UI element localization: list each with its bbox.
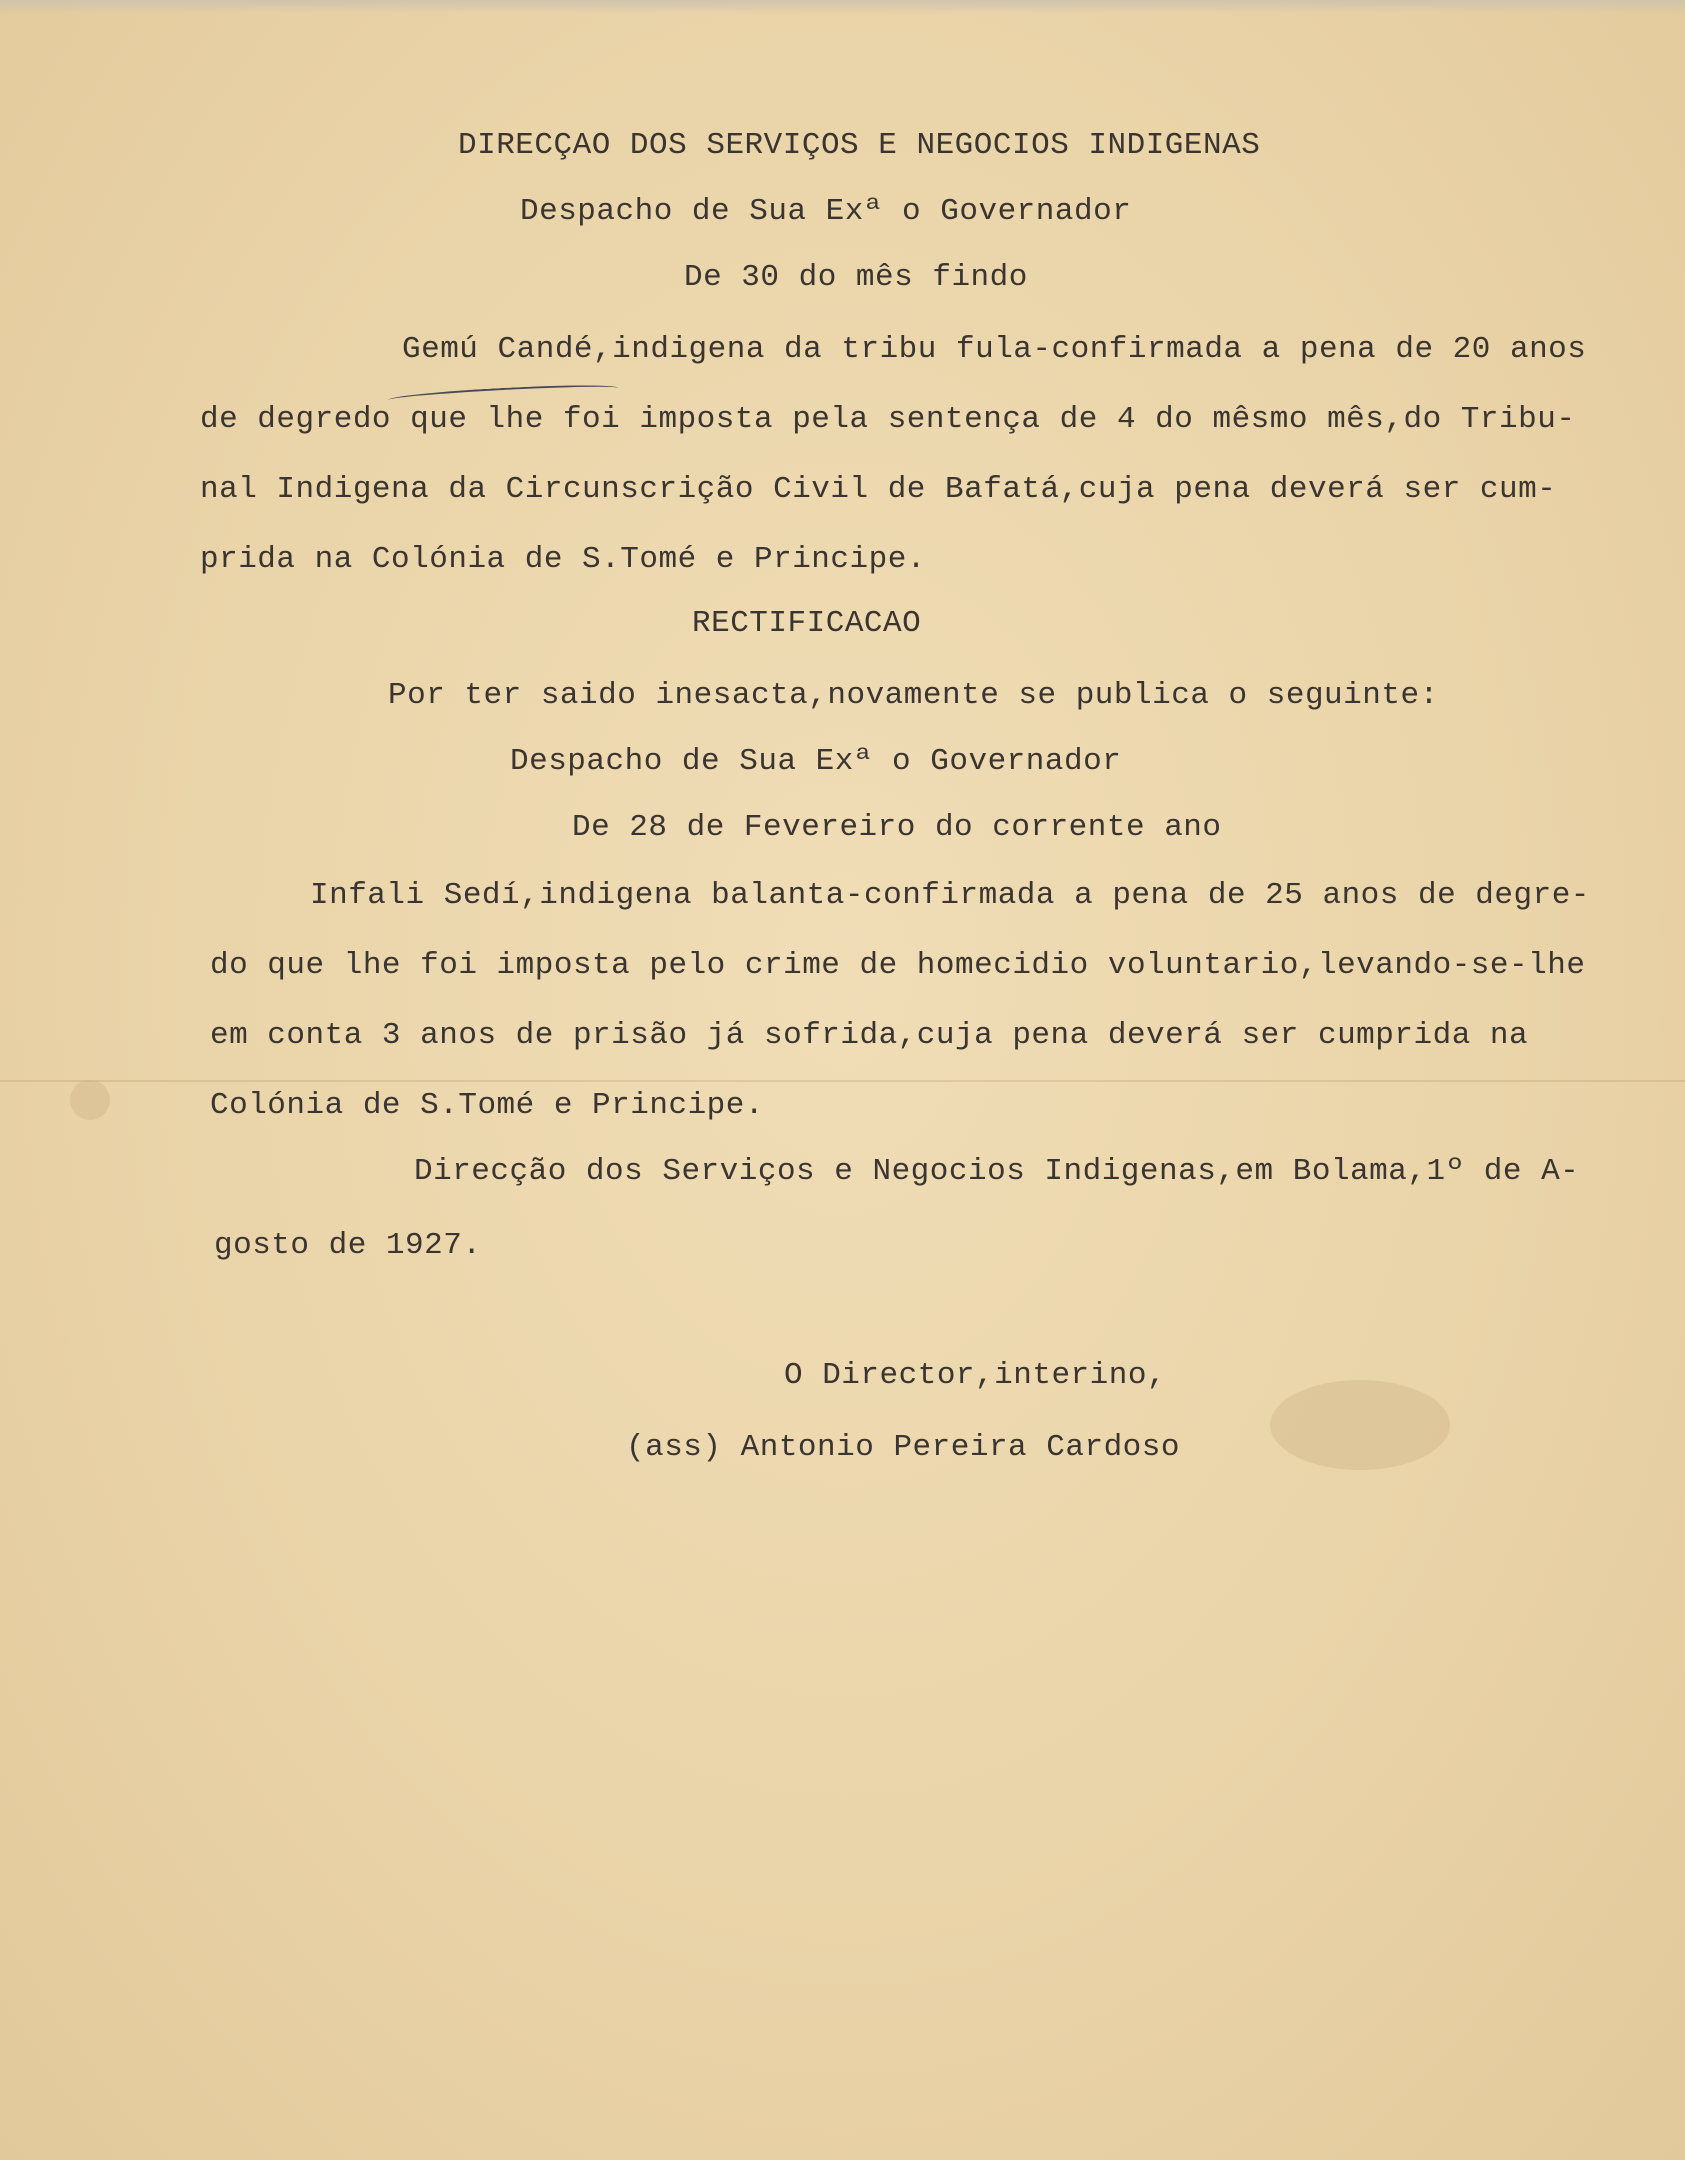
paper-fold (0, 1080, 1685, 1082)
paragraph-2-line-2: do que lhe foi imposta pelo crime de homecidio voluntario,levando-se-lhe (210, 948, 1586, 983)
despacho-heading-1: Despacho de Sua Exª o Governador (520, 194, 1132, 229)
paragraph-2-line-1: Infali Sedí,indigena balanta-confirmada a pena de 25 anos de degre- (310, 878, 1590, 913)
dispatch-date-2: De 28 de Fevereiro do corrente ano (572, 810, 1222, 845)
document-title: DIRECÇAO DOS SERVIÇOS E NEGOCIOS INDIGENAS (458, 128, 1261, 163)
paper-stain (1270, 1380, 1450, 1470)
paragraph-1-line-3: nal Indigena da Circunscrição Civil de Bafatá,cuja pena deverá ser cum- (200, 472, 1557, 507)
paper-top-edge (0, 0, 1685, 14)
rectification-heading: RECTIFICACAO (692, 606, 922, 641)
paper-stain (70, 1080, 110, 1120)
signature-name: (ass) Antonio Pereira Cardoso (626, 1430, 1180, 1465)
paragraph-1-line-2: de degredo que lhe foi imposta pela sentença de 4 do mêsmo mês,do Tribu- (200, 402, 1576, 437)
despacho-heading-2: Despacho de Sua Exª o Governador (510, 744, 1122, 779)
signature-role: O Director,interino, (784, 1358, 1167, 1393)
rectification-intro: Por ter saido inesacta,novamente se publica o seguinte: (388, 678, 1439, 713)
closing-line-1: Direcção dos Serviços e Negocios Indigenas,em Bolama,1º de A- (414, 1154, 1580, 1189)
paragraph-1-line-1: Gemú Candé,indigena da tribu fula-confirmada a pena de 20 anos (402, 332, 1587, 367)
paragraph-2-line-3: em conta 3 anos de prisão já sofrida,cuja pena deverá ser cumprida na (210, 1018, 1529, 1053)
paragraph-1-line-4: prida na Colónia de S.Tomé e Principe. (200, 542, 926, 577)
dispatch-date-1: De 30 do mês findo (684, 260, 1028, 295)
paragraph-2-line-4: Colónia de S.Tomé e Principe. (210, 1088, 764, 1123)
closing-line-2: gosto de 1927. (214, 1228, 482, 1263)
